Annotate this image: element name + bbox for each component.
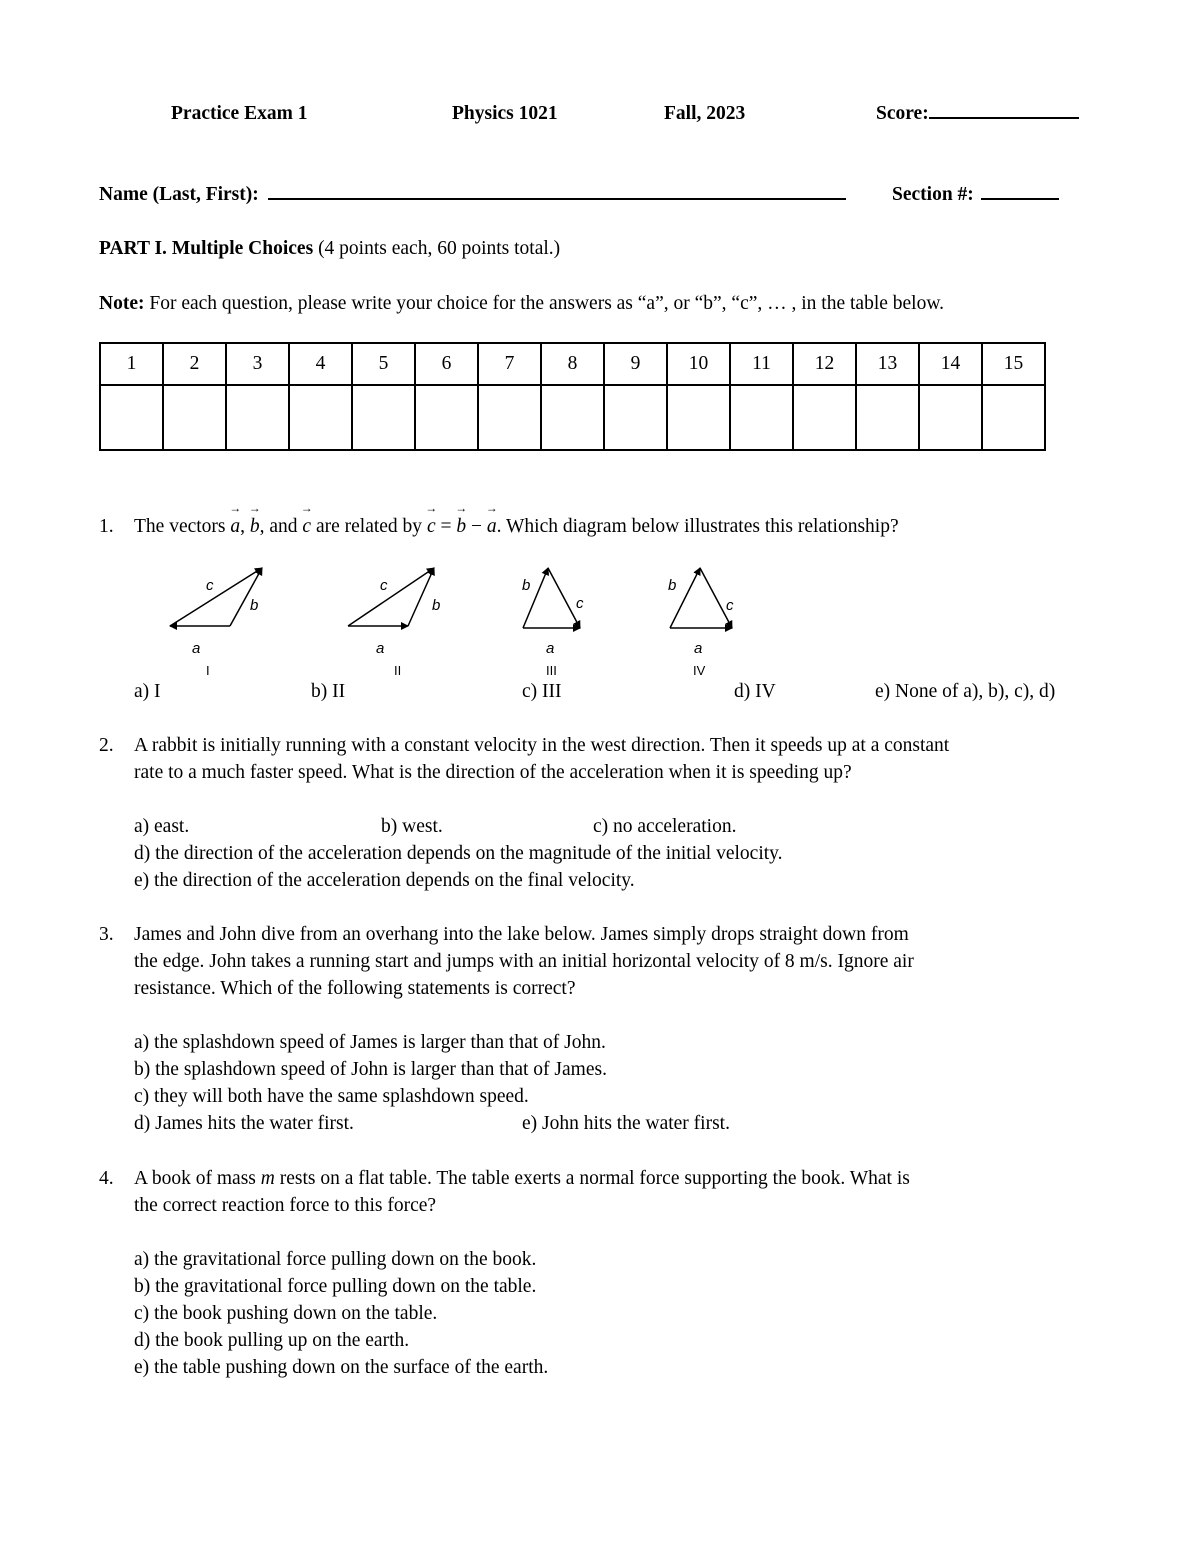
q1-text: . Which diagram below illustrates this relationship? xyxy=(496,516,899,537)
label-c: c xyxy=(380,577,388,594)
q3-option-d[interactable]: d) James hits the water first. xyxy=(134,1113,354,1134)
answer-cell[interactable] xyxy=(289,385,352,450)
q4-text: rests on a flat table. The table exerts a normal force supporting the book. What is xyxy=(279,1168,910,1189)
name-label: Name (Last, First): xyxy=(99,184,259,205)
q4-option-e[interactable]: e) the table pushing down on the surface of the earth. xyxy=(134,1357,549,1378)
answer-cell[interactable] xyxy=(163,385,226,450)
q3-option-b[interactable]: b) the splashdown speed of John is larger than that of James. xyxy=(134,1059,607,1080)
answer-col-header: 1 xyxy=(100,343,163,385)
q1-option-b[interactable]: b) II xyxy=(311,681,346,702)
answer-col-header: 15 xyxy=(982,343,1045,385)
answer-cell[interactable] xyxy=(730,385,793,450)
q1-minus: − xyxy=(470,516,482,537)
label-b: b xyxy=(668,577,677,594)
exam-title: Practice Exam 1 xyxy=(171,103,308,124)
diagram-iii xyxy=(522,568,584,678)
answer-cell[interactable] xyxy=(478,385,541,450)
q1-number: 1. xyxy=(99,516,114,537)
answer-cell[interactable] xyxy=(667,385,730,450)
q4-option-d[interactable]: d) the book pulling up on the earth. xyxy=(134,1330,410,1351)
q4-number: 4. xyxy=(99,1168,114,1189)
answer-cell[interactable] xyxy=(100,385,163,450)
q4-text: A book of mass xyxy=(134,1168,256,1189)
answer-cell[interactable] xyxy=(856,385,919,450)
answer-cell[interactable] xyxy=(415,385,478,450)
answer-cell[interactable] xyxy=(541,385,604,450)
q1-stem xyxy=(134,516,899,538)
diagram-label: I xyxy=(206,663,210,678)
section-blank[interactable] xyxy=(981,184,1059,200)
diagram-ii xyxy=(348,568,440,678)
answer-col-header: 13 xyxy=(856,343,919,385)
label-a: a xyxy=(376,640,385,657)
label-a: a xyxy=(192,640,201,657)
score-field[interactable] xyxy=(876,103,1079,125)
vector-a: → a xyxy=(230,516,240,538)
answer-col-header: 8 xyxy=(541,343,604,385)
vector-b: → b xyxy=(456,516,466,538)
q1-option-a[interactable]: a) I xyxy=(134,681,161,702)
part-title: Multiple Choices xyxy=(171,238,314,259)
vector-c: → c xyxy=(302,516,311,538)
vector-diagrams xyxy=(150,560,770,680)
section-field[interactable] xyxy=(892,184,1059,206)
q3-option-e[interactable]: e) John hits the water first. xyxy=(522,1113,730,1134)
q1-text: are related by xyxy=(315,516,423,537)
score-blank[interactable] xyxy=(929,103,1079,119)
answer-col-header: 2 xyxy=(163,343,226,385)
diagram-i xyxy=(170,568,262,678)
answer-col-header: 7 xyxy=(478,343,541,385)
answer-col-header: 11 xyxy=(730,343,793,385)
mass-symbol: m xyxy=(260,1168,275,1189)
answer-cell[interactable] xyxy=(226,385,289,450)
name-blank[interactable] xyxy=(268,184,846,200)
q1-option-c[interactable]: c) III xyxy=(522,681,562,702)
label-c: c xyxy=(576,595,584,612)
answer-col-header: 10 xyxy=(667,343,730,385)
section-label: Section #: xyxy=(892,184,974,205)
q3-stem-line: the edge. John takes a running start and jumps with an initial horizontal velocity of 8 m/s. Ignore air xyxy=(134,951,914,972)
part-heading xyxy=(99,238,560,260)
name-field[interactable] xyxy=(99,184,846,206)
q2-option-c[interactable]: c) no acceleration. xyxy=(593,816,737,837)
answer-col-header: 6 xyxy=(415,343,478,385)
note xyxy=(99,293,944,315)
answer-col-header: 9 xyxy=(604,343,667,385)
vector-b: → b xyxy=(250,516,260,538)
q2-option-a[interactable]: a) east. xyxy=(134,816,190,837)
vector-a: → a xyxy=(487,516,497,538)
answer-col-header: 4 xyxy=(289,343,352,385)
q4-stem-line xyxy=(134,1168,910,1190)
q1-text: , xyxy=(240,516,246,537)
q4-option-a[interactable]: a) the gravitational force pulling down on the book. xyxy=(134,1249,537,1270)
course-name: Physics 1021 xyxy=(452,103,558,124)
q2-option-d[interactable]: d) the direction of the acceleration depends on the magnitude of the initial velocity. xyxy=(134,843,783,864)
diagram-iv xyxy=(668,568,734,678)
q4-option-b[interactable]: b) the gravitational force pulling down on the table. xyxy=(134,1276,537,1297)
q1-option-d[interactable]: d) IV xyxy=(734,681,776,702)
score-label: Score: xyxy=(876,103,929,124)
note-label: Note: xyxy=(99,293,145,314)
note-text: For each question, please write your choice for the answers as “a”, or “b”, “c”, … , in the table below. xyxy=(149,293,945,314)
label-a: a xyxy=(546,640,555,657)
q3-stem-line: resistance. Which of the following statements is correct? xyxy=(134,978,576,999)
part-label: PART I. xyxy=(99,238,167,259)
q2-option-b[interactable]: b) west. xyxy=(381,816,443,837)
diagram-label: IV xyxy=(693,663,706,678)
q3-number: 3. xyxy=(99,924,114,945)
answer-table-row xyxy=(100,385,1045,450)
label-b: b xyxy=(432,597,441,614)
label-b: b xyxy=(250,597,259,614)
term: Fall, 2023 xyxy=(664,103,746,124)
label-c: c xyxy=(726,597,734,614)
arrow-c xyxy=(170,568,262,626)
answer-col-header: 3 xyxy=(226,343,289,385)
q1-text: , and xyxy=(259,516,298,537)
label-c: c xyxy=(206,577,214,594)
answer-cell[interactable] xyxy=(982,385,1045,450)
q1-equals: = xyxy=(440,516,452,537)
part-points: (4 points each, 60 points total.) xyxy=(318,238,561,259)
answer-col-header: 5 xyxy=(352,343,415,385)
answer-col-header: 14 xyxy=(919,343,982,385)
label-b: b xyxy=(522,577,531,594)
q3-option-c[interactable]: c) they will both have the same splashdown speed. xyxy=(134,1086,529,1107)
q1-text: The vectors xyxy=(134,516,226,537)
answer-cell[interactable] xyxy=(793,385,856,450)
q1-option-e[interactable]: e) None of a), b), c), d) xyxy=(875,681,1056,702)
diagram-label: III xyxy=(546,663,557,678)
answer-cell[interactable] xyxy=(604,385,667,450)
diagram-label: II xyxy=(394,663,402,678)
q4-option-c[interactable]: c) the book pushing down on the table. xyxy=(134,1303,438,1324)
q2-stem-line: rate to a much faster speed. What is the direction of the acceleration when it is speeding up? xyxy=(134,762,852,783)
q3-option-a[interactable]: a) the splashdown speed of James is larger than that of John. xyxy=(134,1032,606,1053)
vector-c: → c xyxy=(427,516,436,538)
q3-stem-line: James and John dive from an overhang into the lake below. James simply drops straight down from xyxy=(134,924,909,945)
q2-stem-line: A rabbit is initially running with a constant velocity in the west direction. Then it speeds up at a constant xyxy=(134,735,950,756)
q2-option-e[interactable]: e) the direction of the acceleration depends on the final velocity. xyxy=(134,870,635,891)
answer-cell[interactable] xyxy=(919,385,982,450)
answer-col-header: 12 xyxy=(793,343,856,385)
answer-table-header xyxy=(100,343,1045,385)
q2-number: 2. xyxy=(99,735,114,756)
answer-cell[interactable] xyxy=(352,385,415,450)
q4-stem-line: the correct reaction force to this force? xyxy=(134,1195,437,1216)
answer-table xyxy=(99,342,1046,451)
label-a: a xyxy=(694,640,703,657)
